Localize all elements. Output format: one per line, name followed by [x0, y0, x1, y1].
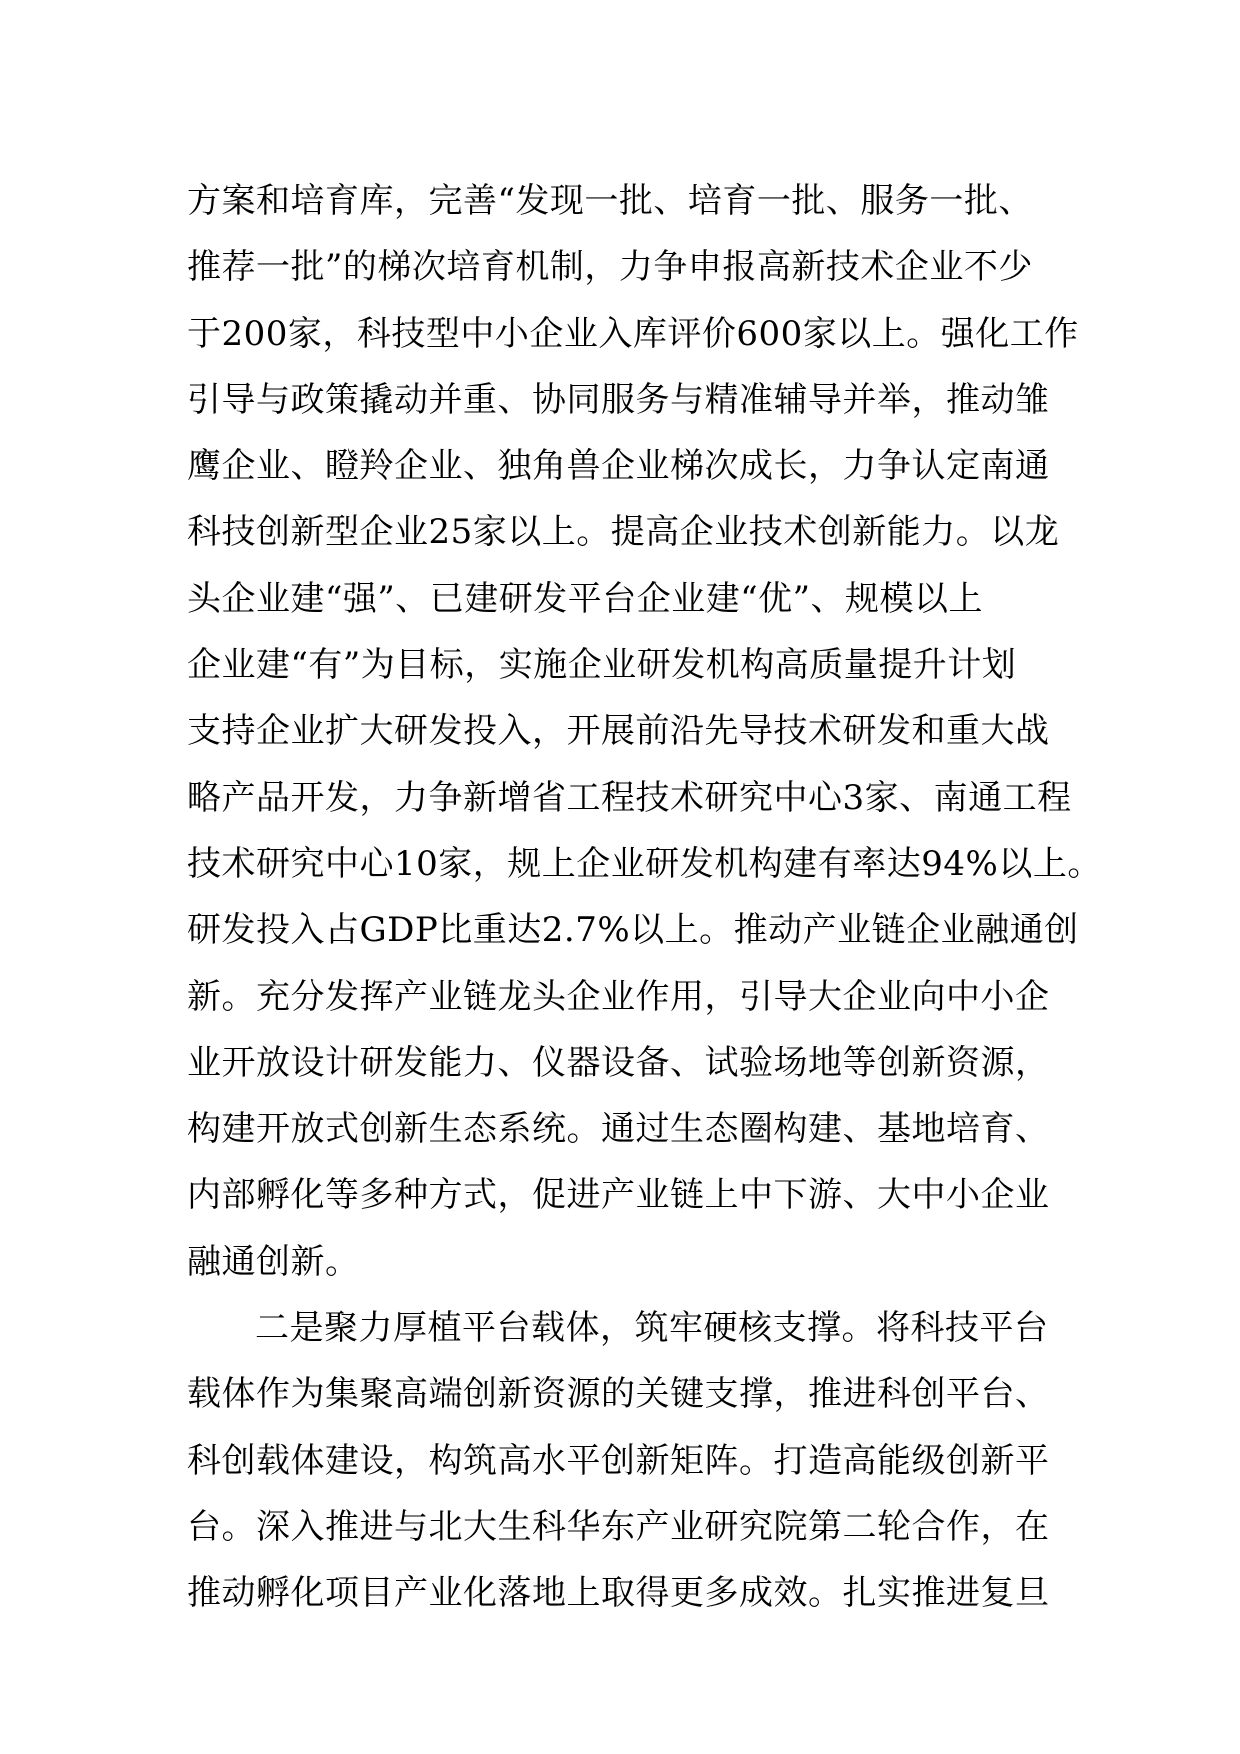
- text-line: 技术研究中心10家，规上企业研发机构建有率达94%以上。: [187, 843, 1102, 884]
- text-line: 推动孵化项目产业化落地上取得更多成效。扎实推进复旦: [187, 1573, 1050, 1614]
- text-line: 企业建“有”为目标，实施企业研发机构高质量提升计划: [187, 645, 1017, 686]
- text-line: 构建开放式创新生态系统。通过生态圈构建、基地培育、: [187, 1109, 1050, 1150]
- text-line: 头企业建“强”、已建研发平台企业建“优”、规模以上: [187, 578, 984, 619]
- text-line: 融通创新。: [187, 1241, 360, 1282]
- paragraph-first-line: 二是聚力厚植平台载体，筑牢硬核支撑。将科技平台: [255, 1308, 1049, 1349]
- text-line: 新。充分发挥产业链龙头企业作用，引导大企业向中小企: [187, 976, 1050, 1017]
- text-line: 业开放设计研发能力、仪器设备、试验场地等创新资源，: [187, 1042, 1050, 1083]
- body-text: [187, 168, 1102, 1627]
- text-line: 研发投入占GDP比重达2.7%以上。推动产业链企业融通创: [187, 910, 1079, 951]
- text-line: 推荐一批”的梯次培育机制，力争申报高新技术企业不少: [187, 247, 1033, 288]
- text-line: 台。深入推进与北大生科华东产业研究院第二轮合作，在: [187, 1506, 1050, 1547]
- text-line: 支持企业扩大研发投入，开展前沿先导技术研发和重大战: [187, 711, 1050, 752]
- text-line: 内部孵化等多种方式，促进产业链上中下游、大中小企业: [187, 1175, 1050, 1216]
- text-line: 引导与政策撬动并重、协同服务与精准辅导并举，推动雏: [187, 379, 1050, 420]
- text-line: 方案和培育库，完善“发现一批、培育一批、服务一批、: [187, 181, 1033, 221]
- text-line: 载体作为集聚高端创新资源的关键支撑，推进科创平台、: [187, 1374, 1050, 1415]
- text-line: 科创载体建设，构筑高水平创新矩阵。打造高能级创新平: [187, 1440, 1050, 1481]
- text-line: 于200家，科技型中小企业入库评价600家以上。强化工作: [187, 313, 1079, 354]
- text-line: 略产品开发，力争新增省工程技术研究中心3家、南通工程: [187, 777, 1072, 818]
- text-line: 科技创新型企业25家以上。提高企业技术创新能力。以龙: [187, 512, 1060, 553]
- text-line: 鹰企业、瞪羚企业、独角兽企业梯次成长，力争认定南通: [187, 446, 1050, 487]
